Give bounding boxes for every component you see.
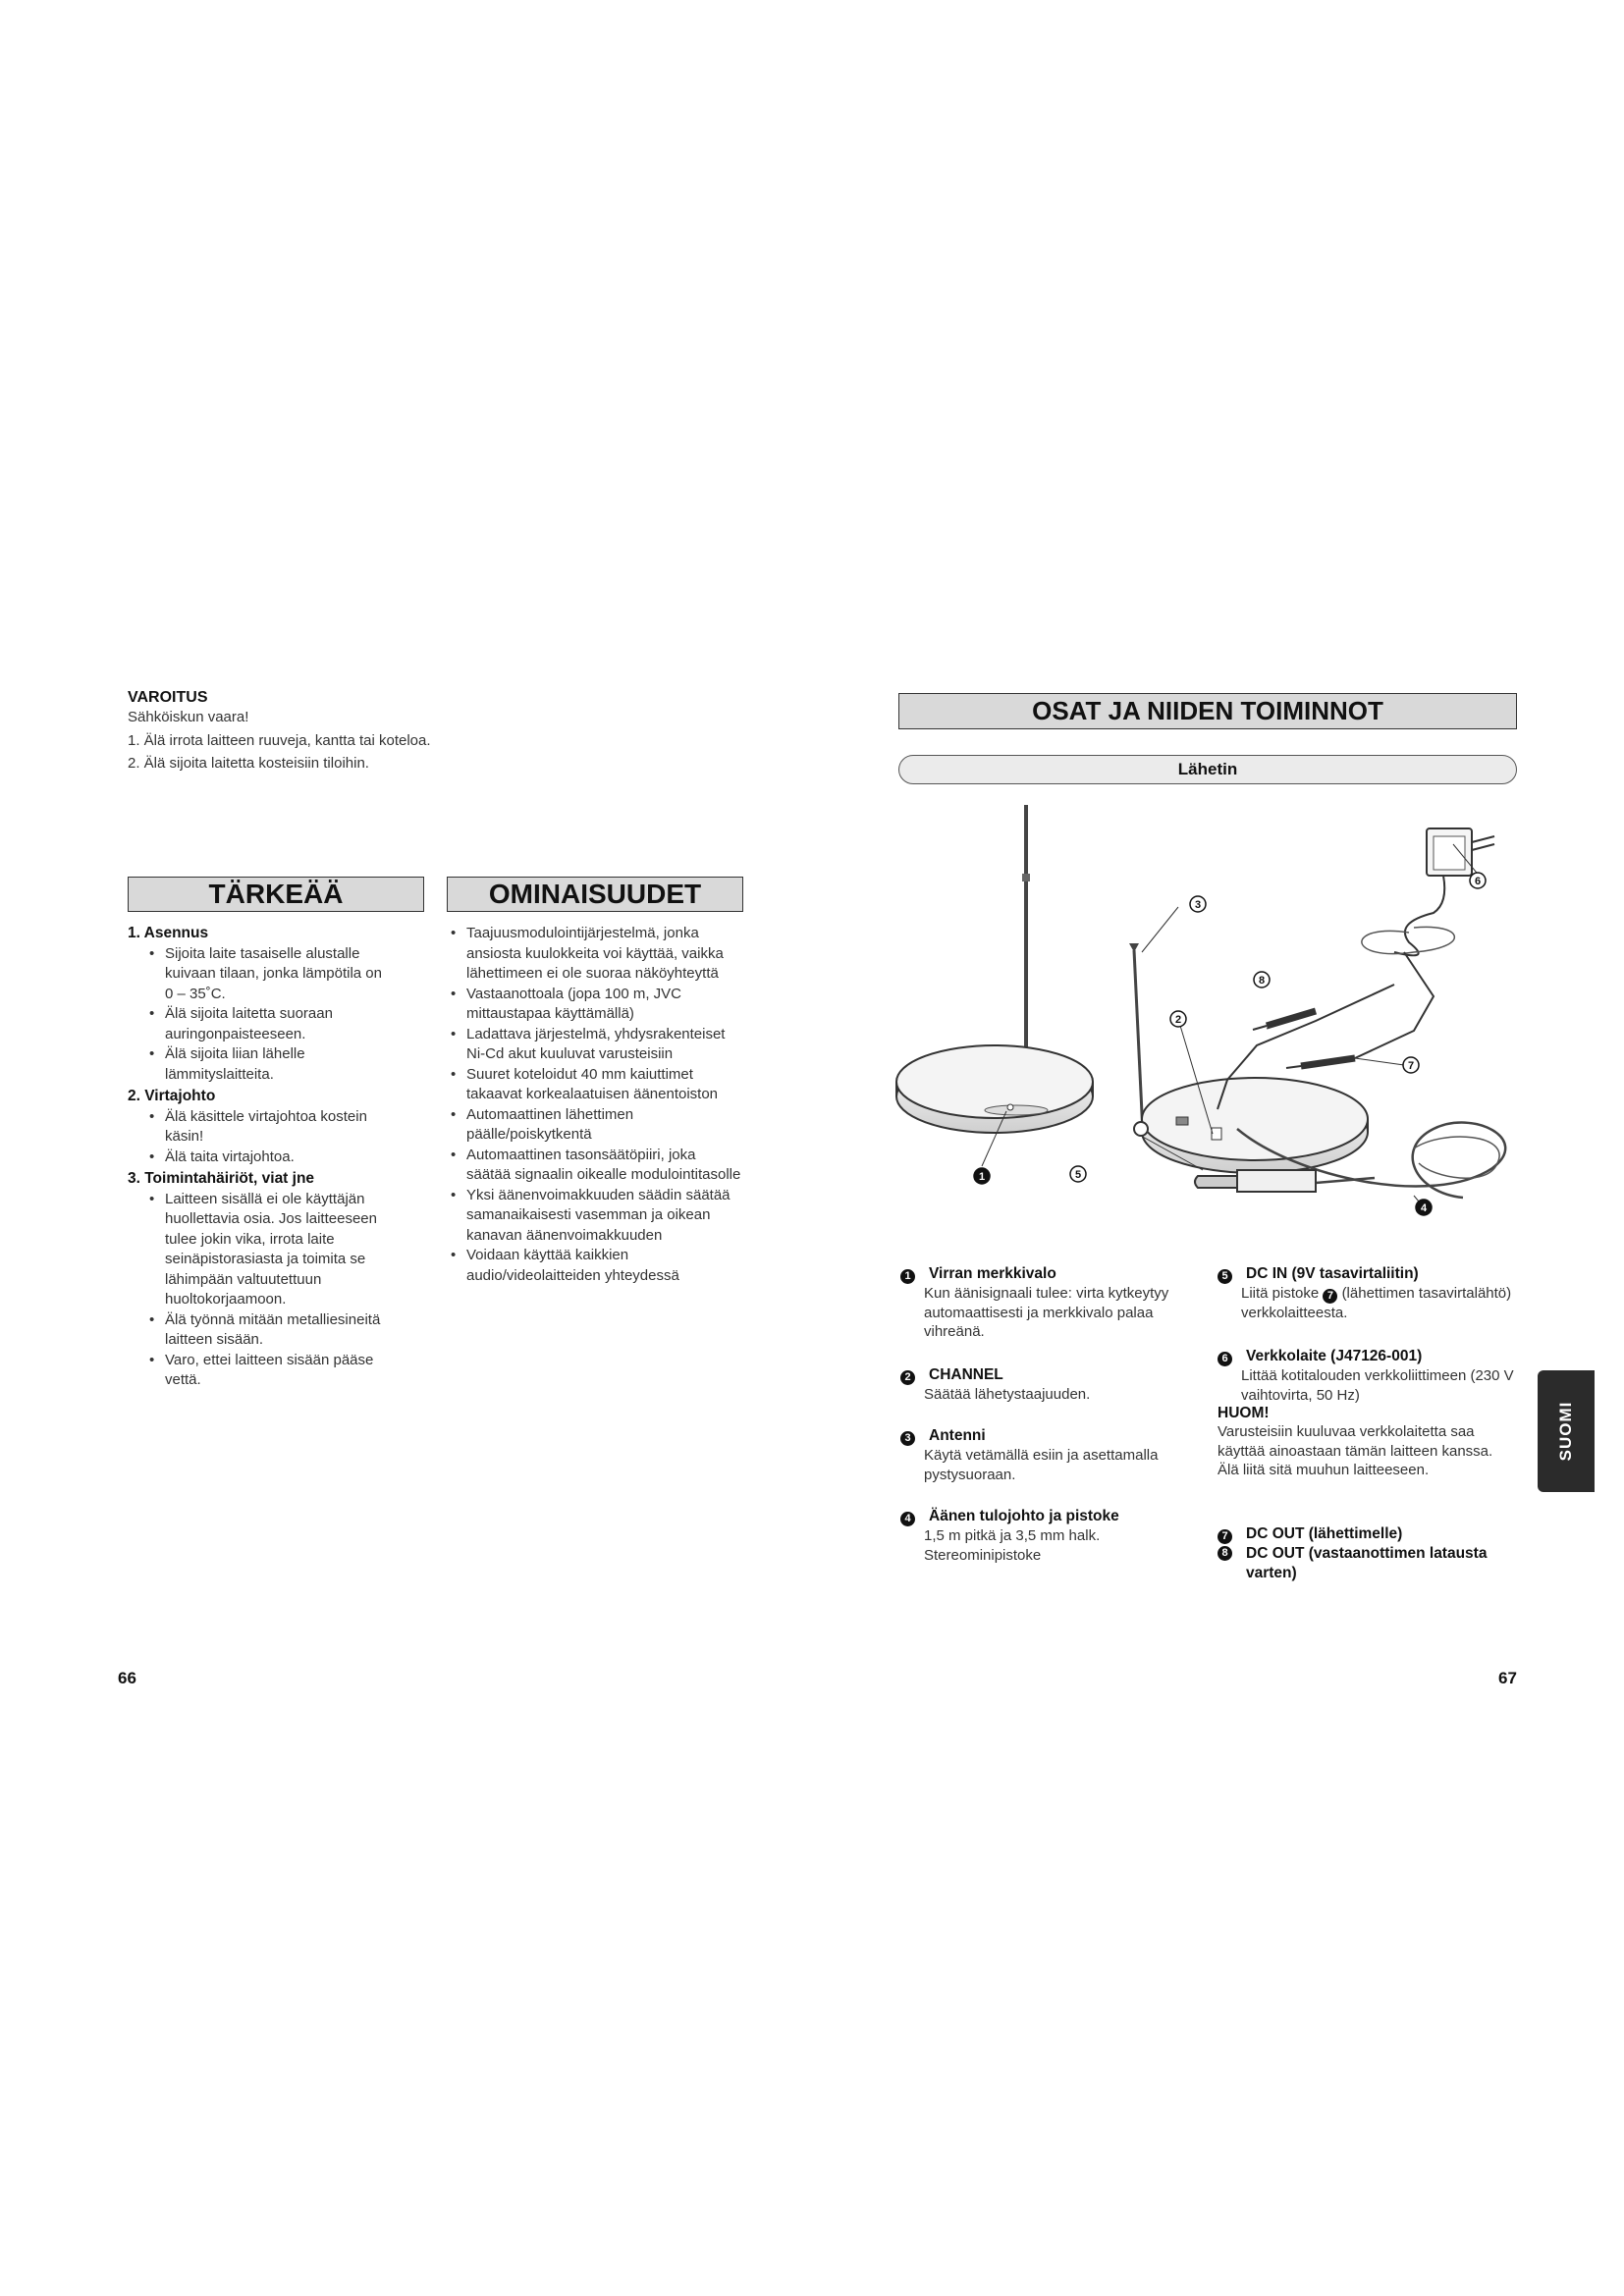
callout-number: 3 — [900, 1431, 915, 1446]
dc-plugs — [1253, 1011, 1355, 1068]
callout-number: 4 — [900, 1512, 915, 1526]
important-bullet: • Varo, ettei laitteen sisään pääse vettä. — [145, 1351, 422, 1391]
ac-adapter — [1218, 828, 1494, 1109]
warning-subtitle: Sähköiskun vaara! — [128, 709, 249, 725]
part-8 — [1218, 1544, 1532, 1583]
part-body: (lähettimen tasavirtalähtö) verkkolaitteesta. — [1241, 1285, 1512, 1321]
diagram-callout-label: 4 — [1420, 1202, 1428, 1214]
important-bullet: • Laitteen sisällä ei ole käyttäjän huollettavia osia. Jos laitteeseen tulee jokin vika, irrota laite seinäpistorasiasta ja toimita se lähimpään valtuutettuun huoltokorjaamoon. — [145, 1190, 422, 1310]
callout-number: 1 — [900, 1269, 915, 1284]
part-title: Verkkolaite (J47126-001) — [1246, 1348, 1423, 1364]
feature-bullet: • Vastaanottoala (jopa 100 m, JVC mittaustapaa käyttämällä) — [447, 985, 741, 1025]
important-bullet-list — [128, 944, 422, 1086]
diagram-callout-label: 8 — [1258, 975, 1266, 987]
part-title: DC OUT (lähettimelle) — [1246, 1525, 1403, 1542]
warning-list — [128, 730, 520, 774]
part-title: Antenni — [929, 1427, 986, 1444]
part-body: 1,5 m pitkä ja 3,5 mm halk. Stereominipistoke — [924, 1527, 1101, 1564]
side-tab-label: SUOMI — [1556, 1401, 1575, 1462]
callout-number: 8 — [1218, 1546, 1232, 1561]
diagram-callout-4 — [1416, 1200, 1432, 1215]
page-number-right: 67 — [1498, 1669, 1517, 1687]
important-bullet: • Älä käsittele virtajohtoa kostein käsin! — [145, 1107, 422, 1148]
important-section-title: 1. Asennus — [128, 925, 209, 941]
feature-bullet: • Yksi äänenvoimakkuuden säädin säätää samanaikaisesti vasemman ja oikean kanavan äänenvoimakkuuden — [447, 1186, 741, 1247]
receiver-unit — [896, 805, 1093, 1133]
important-column — [128, 924, 422, 1391]
page-number-left: 66 — [118, 1669, 136, 1687]
diagram-callout-label: 6 — [1474, 876, 1482, 887]
diagram-callout-2 — [1170, 1011, 1186, 1027]
diagram-callout-label: 1 — [978, 1171, 986, 1183]
callout-ref: 7 — [1323, 1289, 1337, 1304]
important-bullet-list — [128, 1190, 422, 1391]
part-title: CHANNEL — [929, 1366, 1003, 1383]
important-section-title: 2. Virtajohto — [128, 1088, 216, 1104]
callout-number: 2 — [900, 1370, 915, 1385]
important-heading: TÄRKEÄÄ — [128, 877, 424, 912]
warning-title: VAROITUS — [128, 689, 208, 706]
part-2 — [900, 1365, 1195, 1405]
part-6 — [1218, 1347, 1532, 1405]
part-3 — [900, 1426, 1195, 1484]
diagram-callout-6 — [1470, 873, 1486, 888]
warning-item: 1. Älä irrota laitteen ruuveja, kantta tai koteloa. — [128, 731, 431, 749]
part-body: Säätää lähetystaajuuden. — [924, 1386, 1091, 1403]
diagram-callout-label: 5 — [1074, 1169, 1082, 1181]
feature-bullet: • Suuret koteloidut 40 mm kaiuttimet takaavat korkealaatuisen äänentoiston — [447, 1065, 741, 1105]
callout-number: 5 — [1218, 1269, 1232, 1284]
part-title: Virran merkkivalo — [929, 1265, 1056, 1282]
warning-block — [128, 687, 520, 774]
note-block — [1218, 1404, 1512, 1480]
features-heading: OMINAISUUDET — [447, 877, 743, 912]
transmitter-diagram — [884, 805, 1532, 1227]
features-bullet-list — [447, 924, 741, 1286]
important-bullet-list — [128, 1107, 422, 1168]
diagram-callout-label: 7 — [1407, 1060, 1415, 1072]
part-body: Liitä pistoke — [1241, 1285, 1320, 1302]
language-side-tab — [1538, 1370, 1595, 1492]
callout-number: 7 — [1218, 1529, 1232, 1544]
part-7 — [1218, 1524, 1532, 1544]
part-title: DC IN (9V tasavirtaliitin) — [1246, 1265, 1419, 1282]
diagram-callout-7 — [1403, 1057, 1419, 1073]
part-body: Kun äänisignaali tulee: virta kytkeytyy automaattisesti ja merkkivalo palaa vihreänä. — [924, 1285, 1169, 1340]
part-body: Käytä vetämällä esiin ja asettamalla pystysuoraan. — [924, 1447, 1159, 1483]
diagram-callout-3 — [1190, 896, 1206, 912]
parts-subheading: Lähetin — [898, 755, 1517, 784]
callout-number: 6 — [1218, 1352, 1232, 1366]
feature-bullet: • Automaattinen lähettimen päälle/poiskytkentä — [447, 1105, 741, 1146]
part-4 — [900, 1507, 1195, 1565]
features-column — [447, 924, 741, 1286]
note-title: HUOM! — [1218, 1405, 1270, 1421]
part-title: DC OUT (vastaanottimen latausta varten) — [1246, 1545, 1488, 1581]
diagram-callout-1 — [974, 1168, 990, 1184]
important-bullet: • Älä taita virtajohtoa. — [145, 1148, 422, 1168]
warning-item: 2. Älä sijoita laitetta kosteisiin tiloihin. — [128, 754, 369, 772]
important-bullet: • Älä sijoita liian lähelle lämmityslaitteita. — [145, 1044, 422, 1085]
note-body: Varusteisiin kuuluvaa verkkolaitetta saa käyttää ainoastaan tämän laitteen kanssa. Älä liitä sitä muuhun laitteeseen. — [1218, 1423, 1493, 1478]
important-bullet: • Sijoita laite tasaiselle alustalle kuivaan tilaan, jonka lämpötila on 0 – 35˚C. — [145, 944, 422, 1005]
part-title: Äänen tulojohto ja pistoke — [929, 1508, 1119, 1524]
important-bullet: • Älä työnnä mitään metalliesineitä laitteen sisään. — [145, 1310, 422, 1351]
diagram-callout-5 — [1070, 1166, 1086, 1182]
part-5 — [1218, 1264, 1532, 1323]
important-section-title: 3. Toimintahäiriöt, viat jne — [128, 1170, 315, 1187]
feature-bullet: • Automaattinen tasonsäätöpiiri, joka säätää signaalin oikealle modulointitasolle — [447, 1146, 741, 1186]
diagram-callout-label: 3 — [1194, 899, 1202, 911]
diagram-callout-8 — [1254, 972, 1270, 988]
feature-bullet: • Voidaan käyttää kaikkien audio/videolaitteiden yhteydessä — [447, 1246, 741, 1286]
parts-heading: OSAT JA NIIDEN TOIMINNOT — [898, 693, 1517, 729]
feature-bullet: • Ladattava järjestelmä, yhdysrakenteiset Ni-Cd akut kuuluvat varusteisiin — [447, 1025, 741, 1065]
part-1 — [900, 1264, 1195, 1342]
part-body: Littää kotitalouden verkkoliittimeen (230 V vaihtovirta, 50 Hz) — [1241, 1367, 1514, 1404]
diagram-callout-label: 2 — [1174, 1014, 1182, 1026]
important-bullet: • Älä sijoita laitetta suoraan auringonpaisteeseen. — [145, 1004, 422, 1044]
feature-bullet: • Taajuusmodulointijärjestelmä, jonka ansiosta kuulokkeita voi käyttää, vaikka lähettimeen ei ole suoraa näköyhteyttä — [447, 924, 741, 985]
